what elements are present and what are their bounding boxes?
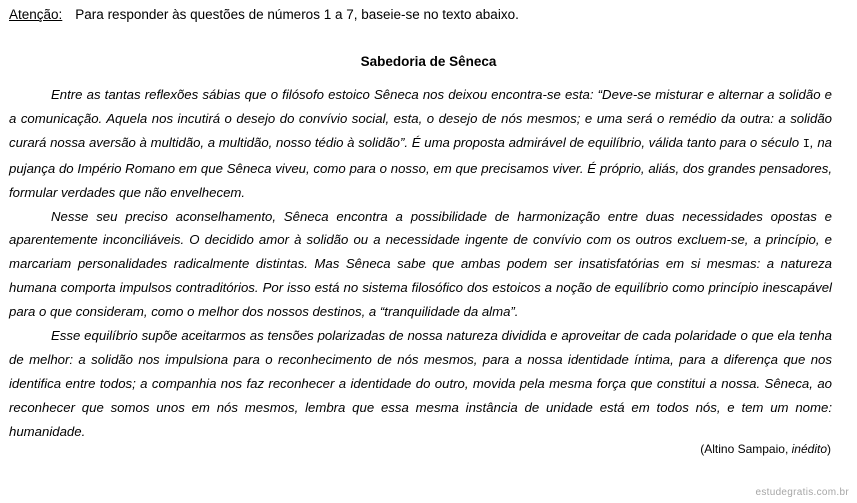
credit-open: ( — [700, 442, 705, 456]
credit-close: ) — [827, 442, 831, 456]
site-watermark: estudegratis.com.br — [755, 487, 849, 498]
roman-numeral-century: I — [802, 136, 810, 151]
paragraph-2: Nesse seu preciso aconselhamento, Sêneca encontra a possibilidade de harmonização entre duas necessidades opostas e aparentemente inconciliáveis. O decidido amor à solidão ou a necessidade ingente de convívio com os outros excluem-se, a princípio, e marcariam personalidades radicalmente distintas. Mas Sêneca sabe que ambas podem ser insatisfatórias em si mesmas: a natureza humana comporta impulsos contraditórios. Por isso está no sistema filosófico dos estoicos a noção de equilíbrio como princípio inescapável para o que consideram, como o melhor dos nossos destinos, a “tranquilidade da alma”. — [9, 208, 832, 320]
credit-author: Altino Sampaio, — [704, 442, 792, 456]
attention-header — [9, 6, 519, 23]
paragraph-1-part-b: , na pujança do Império Romano em que Sêneca viveu, como para o nosso, em que precisamos viver. É próprio, aliás, dos grandes pensadores, formular verdades que não envelhecem. — [9, 134, 833, 200]
text-body — [9, 83, 832, 444]
paragraph-1 — [9, 83, 832, 205]
paragraph-3: Esse equilíbrio supõe aceitarmos as tensões polarizadas de nossa natureza dividida e aproveitar de cada polaridade o que ela tenha de melhor: a solidão nos impulsiona para o reconhecimento de nós mesmos, para a nossa identidade íntima, para a diferença que nos identifica entre todos; a companhia nos faz reconhecer a identidade do outro, movida pela mesma força que constitui a nossa. Sêneca, ao reconhecer que somos unos em nós mesmos, lembra que essa mesma instância de unidade está em todos nós, e tem um nome: humanidade. — [9, 328, 832, 439]
text-title: Sabedoria de Sêneca — [360, 54, 497, 69]
author-credit — [700, 441, 831, 457]
paragraph-1-part-a: Entre as tantas reflexões sábias que o filósofo estoico Sêneca nos deixou encontra-se esta: “Deve-se misturar e alternar a solidão e a comunicação. Aquela nos incutirá o desejo do convívio social, esta, o desejo de nós mesmos; e uma será o remédio da outra: a solidão curará nossa aversão à multidão, a multidão, nosso tédio à solidão”. É uma proposta admirável de equilíbrio, válida tanto para o século — [9, 87, 832, 150]
credit-work: inédito — [791, 442, 827, 456]
attention-instruction: Para responder às questões de números 1 a 7, baseie-se no texto abaixo. — [75, 7, 519, 22]
attention-label: Atenção: — [9, 7, 63, 22]
